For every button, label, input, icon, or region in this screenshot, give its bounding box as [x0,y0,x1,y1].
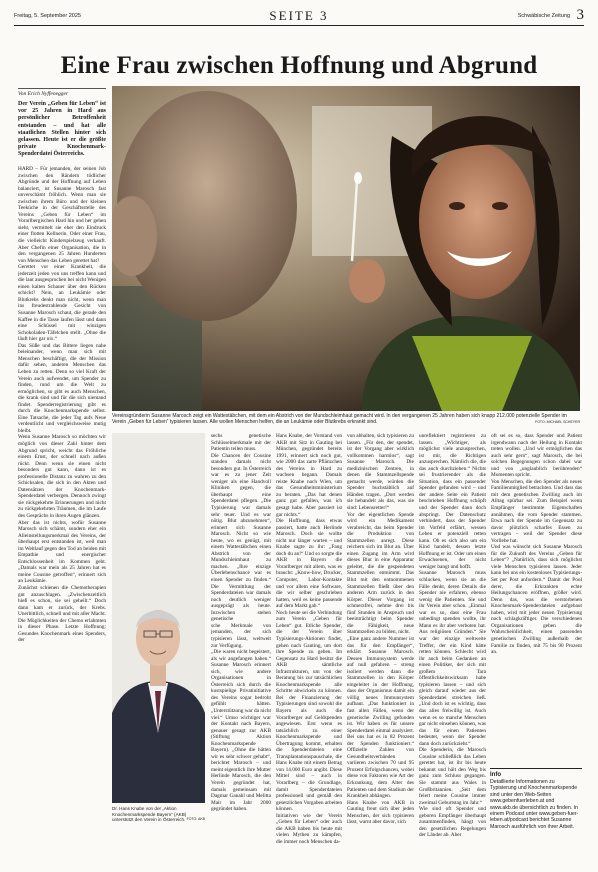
byline: Von Erich Nyffenegger [18,88,106,97]
article-intro: Der Verein „Geben für Leben“ ist vor 25 Jahren in Hard aus persönlicher Betroffenheit entstanden – und hat alle staatlichen Stellen hinter sich gelassen. Heute ist er die größte private Knochenmark-Spenderdatei Österreichs. [18,101,106,158]
text-column-6 [419,433,486,863]
photo-hans-knabe-image [112,433,205,803]
paragraph: HARD – Für jemanden, der seinen Job zwischen den Rändern tödlicher Abgründe und der Hoffnung auf Leben balanciert, ist Susanne Marosch fast unverschämt fröhlich. Wenn man sie zwischen ihrem Büro und der kleinen Teeküche in der Geschäftsstelle des Vereins „Geben für Leben“ im Vorarlbergischen Hard hin und her gehen sieht, vermittelt sie eher den Eindruck einer flotten Kellnerin. Oder einer Frau, die vielleicht Kinderspielzeug verkauft. Aber Chefin einer Organisation, die in den vergangenen 25 Jahren Hunderten von Menschen das Leben gerettet hat? [18,166,106,264]
paragraph: von abhalten, sich typisieren zu lassen. „Für den, der spendet, ist der Vorgang aber wirklich vollkommen harmlos“, sagt Susanne Marosch. Die medizinischen Zentren, in denen die Stammzellspende gemacht werde, würden die Spender buchstäblich auf Händen tragen. „Dort werden sie behandelt als das, was sie sind: Lebensretter!“ [347,433,414,512]
photo-hans-knabe [112,433,205,803]
paragraph: Die Chancen der Cousine standen damals nicht besonders gut. In Österreich war es zu jener Zeit weniger als eine Handvoll Kliniken gegen, die überhaupt eine Spenderdatei pflegen. „Die Typisierung war damals sehr teuer. Und es war nötig. Blut abzunehmen“, erinnert sich Susanne Marosch. Nicht so wie heute, wo es genügt, mit einem Wattestäbchen einen Abstrich von der Mundschleimhaut zu machen. „Ihre einzige Überlebenschance war es einen Spender zu finden.“ Die Vermittlung der Spenderdateien war damals noch deutlich weniger ausgeprägt als heute. Inzwischen stehen genetische [211,452,271,623]
text-column-2b [211,433,271,863]
page-number: 3 [576,7,584,23]
info-box [490,768,582,830]
paragraph: Gerettet vor einer Krankheit, die jederzeit jeden von uns treffen kann und die laut ausgesprochen bei nicht Wenigen einen kalten Schauer über den Rücken schickt? Nein, an Leukämie oder Blutkrebs denkt man nicht, wenn man ins freudestrahlende Gesicht von Susanne Marosch schaut, die gerade den Kaffee in die Tasse laufen lässt und dann eine Schüssel mit winzigen Schokoladen-Täfelchen stellt. „Ohne die läuft hier gar nix.“ [18,264,106,343]
photo-main-caption [112,413,580,425]
photo-main-caption-text: Vereinsgründerin Susanne Marosch zeigt ein Wattestäbchen, mit dem ein Abstrich von der Mundschleimhaut gemacht wird. In den vergangenen 25 Jahren haben sich knapp 212.000 potenzielle Spender im Verein „Geben für Leben“ typisieren lassen. Alle wollen Menschen helfen, die an Leukämie oder Blutkrebs erkrankt sind. [112,413,567,425]
article-headline: Eine Frau zwischen Hoffnung und Abgrund [60,52,538,79]
paragraph: Aber das ist nichts, wofür Susanne Marosch sich schämt, sondern eher ein Alleinstellungsmerkmal des Vereins, der überhaupt erst entstanden ist, weil man im Weitlauf gegen den Tod an beiden mit Empathie und energischer Entschlossenheit im Kommen geht. „Damals war mein als 25 Jahren hat es meine Cousine getroffen“, erinnert sich an Leukämie. [18,519,106,585]
photo-susanne-marosch-image [112,86,580,411]
paragraph: „Eine ganz andere Nummer ist das für den Empfänger“, erklärt Susanne Marosch. Dessen Immunsystem werde auf null gefahren – streng isoliert werden dann die Stammzellen in den Körper eingeleitet in der Hoffnung, dass der Organismus damit ein völlig neues Immunsystem aufbaut. „Das funktioniert in fast allen Fällen, wenn der genetische Zwilling gefunden ist. Wir haben es für unsere Spenderdatei einmal analysiert. Bei uns hat es in 82 Prozent der Spenden funktioniert.“ Offizielle Zahlen von Gesundheitsverbänden variieren zwischen 70 und 95 Prozent Erfolgschancen, wobei diese von Faktoren wie Art der Erkrankung, dem Alter des Patienten und dem Stadium der Krankheit abhängen. [347,635,414,800]
section-title: SEITE 3 [269,8,329,23]
photo-small-credit: FOTO: AKB [186,817,205,822]
photo-main-credit: FOTO: MICHAEL SCHEYER [535,420,580,424]
text-column-1 [18,166,106,862]
paper-name: Schwäbische Zeitung [517,13,570,19]
paragraph: Die Spenderin, die Marosch Cousine schließlich das Leben gerettet hat, ist ihr bis heute bekannt und hält den Weg bis ganz zum Schluss gegangen. Sie stammt aus Wales in Großbritannien. „Seit dem feiert meine Cousine immer zweimal Geburtstag im Jahr.“ [419,747,486,806]
paragraph: Und was wünscht sich Susanne Marosch für die Zukunft des Vereins „Geben für Leben“? „Natürlich, dass sich möglichst viele Menschen typisieren lassen. Jeder kann bei uns ein kostenloses Typisierungs-Set per Post anfordern.“ Damit der Pool derer, die Erkrankten echte Heilungschancen eröffnen, größer wird. Denn das, was die verstorbenen Knochenmark-Spenderdateien aufgebaut haben, wird mit jeder neuen Typisierung noch schlagkräftiger. Die verschiedenen Organisationen geben die Wahrscheinlichkeit, einen passenden genetischen Zwilling außerhalb der Familie zu finden, mit 75 bis 90 Prozent an. [491,544,582,656]
paragraph: Susanne Marosch muss schlucken, wenn sie an die Fälle denkt, deren Details die Spender nie erfahren, ebenso wenig die Patienten. Sie und ihr Verein aber schon. „Einmal war es so, dass eine Frau unbedingt spenden wollte, ihr Mann es ihr aber verboten hat. Aus religiösen Gründen.“ Sie war der einzige weltweite Treffer, der ein Kind hätte retten können. Schlecht wird ihr auch beim Gedanken an einen Politiker, der sich mit großem Tara öffentlichkeitswirksam habe typisieren lassen – und sich gleich darauf wieder aus der Spenderdatei streichen ließ. „Und doch ist es wichtig, dass das alles freiwillig ist. Auch wenn es so manche Menschen gar nicht einsehen können, was das für einen Patienten bedeutet, wenn der Spender dann doch zurückzieht.“ [419,570,486,747]
info-box-text: Detaillierte Informationen zu Typisierung und Knochenmarkspende sind unter den Web-Seiten www.gebenfuerleben.at und www.akb.de übersichtlich zu finden. In einem Podcast unter www.geben-fuer-leben.at/podcast berichtet Susanne Marosch ausführlich von ihrer Arbeit. [490,779,579,830]
paragraph: Das Süße und das Bittere liegen nahe beieinander, wenn man sich mit Menschen beschäftigt, die der Mission dafür sehen, anderen Menschen das Leben zu retten. Denn so viel Kraft der Verein auch aufwendet, um Spender zu finden, rund um die Welt zu ermöglichen, so gibt es auch Menschen, die krank sind und für die sich niemand findet. Spenderregistrierung gibt es durch die Knochenmarkspende selbst. Eine Tatsache, die jeder Tag aufs Neue verdeutlicht und vergleichsweise mutig bleibt. [18,342,106,434]
paragraph: Noch heute sei die Verbindung zum Verein „Geben für Leben“ gut. Etliche Spender, die der Verein über Typisierungs-Aktionen findet, gehen nach Gauting, um dort ihre Spende zu geben. Im Gegensatz zu Hard besitzt die AKB sämtliche Infrastrukturen, um von der Beratung bis zur tatsächlichen Knochenmarkspende alle Schritte abwickeln zu können. Bei der Finanzierung der Typisierungen sind sowohl die Bayern als auch die Vorarlberger auf Geldspenden angewiesen. Erst wenn es tatsächlich zu einer Knochenmarkspende und Übertragung kommt, erhalten die Spenderdateien eine Transplantationspauschale, die Hans Knabe mit einem Betrag von 14.000 Euro angibt. Diese Mittel sind – auch in Vorarlberg – die Grundlage, damit Spenderdateien professionell und gemäß den gesetzlichen Vorgaben arbeiten können. [276,609,342,813]
paragraph: Hans Knabe, der Vorstand von AKB mit Sitz in Gauting bei München, gegründet bereits 1991, erinnert sich noch gut, wie 2000 das zarte Pflänzchen des Vereins in Hard zu wachsen begann. Damals reiste Knabe nach Wien, um das Gesundheitsministerium zu beraten. „Das hat denen ganz gut gefallen, was ich gesagt habe. Aber passiert ist gar nichts.“ [276,433,342,518]
paragraph: Hans Knabe von AKB in Gauting freut sich über jeden Menschen, der sich typisieren lässt, warnt aber davor, sich [347,799,414,826]
paragraph: oft sei es so, dass Spender und Patient irgendwann nach der Heilung in Kontakt treten wollen. „Und wir ermöglichen das auch sehr gern“, sagt Marosch, die bei solchen Begegnungen schon dabei war und von „unglaublich berührenden“ Momenten spricht. [491,433,582,479]
paragraph: „Die waren nicht begeistert, als wir angefangen haben.“ Susanne Marosch erinnert sich, wie andere Organisationen in Österreich sich durch die kostspielige Privatinitiative des Vereins sogar bedroht gefühlt hätten. „Unterstützung war da nicht viel.“ Umso wichtiger war der Kontakt nach Bayern, genauer gesagt zur AKB (Stiftung Aktion Knochenmarkspende Bayern). „Ohne die hätten wir es sehr schwer gehabt“, berichtet Marosch – und meint eigentlich ihre Mutter Herlinde Marosch, die den Verein gegründet hat, damals gemeinsam mit Dagmar Ganahl und Melitta Mair im Jahr 2000 gegründet haben. [211,649,271,813]
issue-date: Freitag, 5. September 2025 [14,13,81,19]
paragraph: unreflektiert registrieren zu lassen. „Wichtiger, als möglichst viele anzusprechen, ist mir, die Richtigen anzusprechen. Nämlich die, die das auch durchziehen.“ Nichts sei frustrierender als die Situation, dass ein passender Spender gefunden wird – und der andere Seite ein Patient beschrieben Hoffnung schöpft und der Spender dann doch abspringt. Der Datenschutz verhindert, dass der Spender im Vorfeld erfährt, wessen Leben er potenziell retten kann. Ob es sich also um ein Kind handelt, dessen letzte Hoffnung er ist. Oder um einen Erwachsenen, der nicht weniger bangt und hofft. [419,433,486,570]
text-column-7 [491,433,582,763]
paragraph: Initiativen wie der Verein „Geben für Leben“ oder auch die AKB haben bis heute mit vielen Mythen zu kämpfen, die immer noch Menschen da- [276,812,342,845]
paragraph: Wenn Susanne Marosch so möchten wir möglich von dieser Zahl hinter dem Abgrund spricht, weicht das Fröhliche einem Ernst, der schnell nach außen rückt. Denn wenn sie einen nicht besonders gut kann, dann ist es professionelle Distanz zu wahren zu den Schicksalen, die sich in den Akten und Datensätzen der Knochenmark-Spenderdatei verbergen. Dennoch zwingt sie rückgekehrte Erinnerungen und nicht zu rückgekehrten Träumen, die im Laufe des Gesprächs in ihren Augen glänzen. [18,434,106,519]
paragraph: Die Hoffnung, dass etwas passiert, hatte auch Herlinde Marosch. Doch sie wollte nicht nur länger warten – und Knabe sagte zu ihr: „Fang doch du an!“ Und so sorgte die AKB in Bayern die Vorarlberger mit allem, was es braucht: „Know-how, Drucker, Computer, Labor-Kontakte und vor allem eine Software, die wir selber geschrieben hatten, weil es keine passende auf dem Markt gab.“ [276,518,342,610]
photo-susanne-marosch [112,86,580,411]
text-column-5 [347,433,414,863]
paragraph: Zunächst schienen die Chemotherapien gut anzuschlagen. „Zwischenzeitlich hieß es schon, sie sei geheilt.“ Doch dann kam er zurück, der Krebs. Unerbittlich, schnell und mit aller Macht. Die Möglichkeiten der Chemo erlahmten in dieser Phase. Letzte Hoffnung: Gesundes Knochenmark eines Spenders, der [18,585,106,644]
photo-small-caption-text: Dr. Hans Knabe von der „Aktion Knochenmarkspende Bayern“ (AKB) unterstützt den Verein in Österreich. [112,806,187,823]
paragraph: sechs genetische Schlüsselmerkmale mit der Patientin teilen muss. [211,433,271,453]
masthead [14,8,584,26]
paragraph: sche Merkmale von jemanden, der sich typisieren lässt, weltweit zur Verfügung. [211,622,271,649]
paragraph: Von Menschen, die den Spender als neues Familienmitglied betrachten. Und dass das mit dem genetischen Zwilling auch im Alltag spürbar sei. Zum Beispiel wenn Empfänger bestimmte Eigenschaften annähmen, die vom Spender stammen. Etwa nach der Spende im Gegensatz zu davor plötzlich scharfes Essen zu vertragen – weil der Spender diese Vorliebe hat. [491,478,582,544]
paragraph: Vor der eigentlichen Spende wird ein Medikament verabreicht, das beim Spender die Produktion von Stammzellen anregt. Diese reichern sich im Blut an. Über einen Zugang im Arm wird dieses Blut in eine Apparatur geleitet, die die gespendeten Stammzellen entnimmt. Das Blut mit den entnommenen Stammzellen fließt über den anderen Arm zurück in den Körper. Dieser Vorgang ist schmerzfrei, nehme drei bis fünf Stunden in Anspruch und beeinträchtigt beim Spender die Fähigkeit, neue Stammzellen zu bilden, nicht. [347,511,414,636]
info-box-title: Info [490,772,501,778]
text-column-4 [276,433,342,863]
paragraph: Wie sind oft Spender und geboren Empfänger überhaupt zusammenfinden, hängt von den gesetzlichen Regelungen der Länder ab. Aber [419,806,486,839]
photo-small-caption [112,806,205,823]
